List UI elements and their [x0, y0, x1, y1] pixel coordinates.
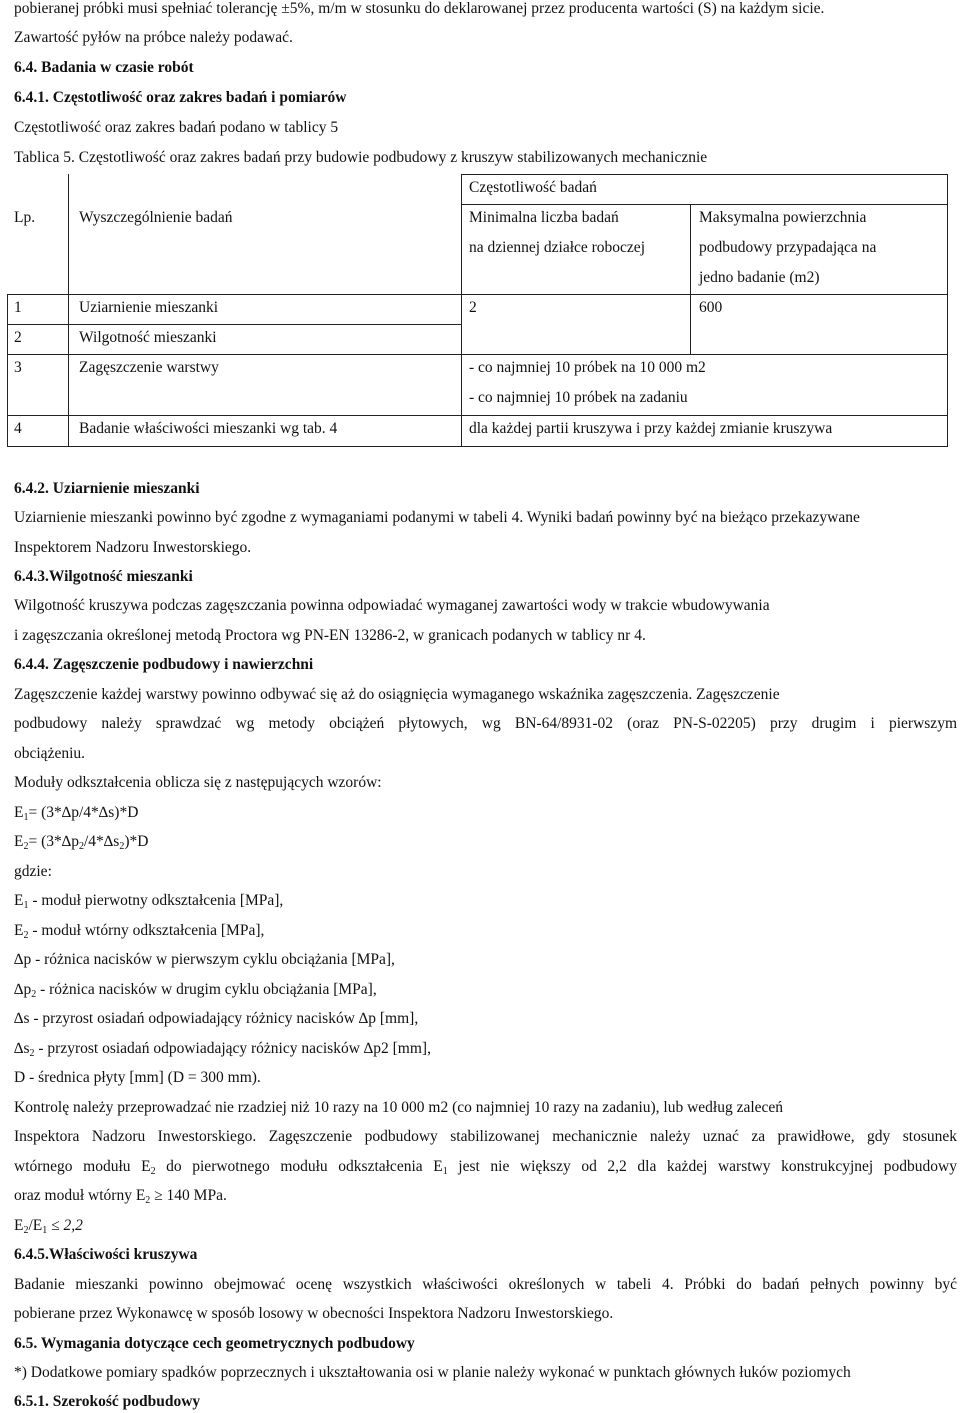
section-heading: 6.4.5.Właściwości kruszywa	[14, 1246, 198, 1263]
row-number: 2	[14, 329, 22, 346]
row-description: Wilgotność mieszanki	[79, 329, 217, 346]
row-description: Badanie właściwości mieszanki wg tab. 4	[79, 420, 338, 437]
text-line: Kontrolę należy przeprowadzać nie rzadziej niż 10 razy na 10 000 m2 (co najmniej 10 razy na zadaniu), lub według zaleceń	[14, 1099, 784, 1116]
text-line: podbudowy należy sprawdzać wg metody obciążeń płytowych, wg BN-64/8931-02 (oraz PN-S-02205) przy drugim i pierwszym	[14, 715, 957, 732]
definition-dp2: $\Delta p_2$ - różnica nacisków w drugim cyklu obciążania [MPa],	[14, 981, 377, 1000]
text-line: *) Dodatkowe pomiary spadków poprzecznych i ukształtowania osi w planie należy wykonać w punktach głównych łuków poziomych	[14, 1364, 851, 1381]
formula-e2: $E_2= (3*\Delta p_2/4*\Delta s_2)*D$	[14, 833, 149, 852]
section-heading: 6.5.1. Szerokość podbudowy	[14, 1393, 201, 1410]
text-line: obciążeniu.	[14, 745, 86, 762]
row-description: Zagęszczenie warstwy	[79, 359, 219, 376]
row-note: dla każdej partii kruszywa i przy każdej zmianie kruszywa	[469, 420, 833, 437]
row-note: - co najmniej 10 próbek na zadaniu	[469, 389, 688, 406]
text-line: Częstotliwość oraz zakres badań podano w tablicy 5	[14, 119, 339, 136]
row-max-value: 600	[699, 299, 723, 316]
text-line: Zawartość pyłów na próbce należy podawać.	[14, 29, 293, 46]
text-line: Uziarnienie mieszanki powinno być zgodne z wymaganiami podanymi w tabeli 4. Wyniki badań powinny być na bieżąco przekazywane	[14, 509, 860, 526]
text-line: Inspektorem Nadzoru Inwestorskiego.	[14, 539, 252, 556]
header-max-area: Maksymalna powierzchnia	[699, 209, 867, 226]
table-caption: Tablica 5. Częstotliwość oraz zakres badań przy budowie podbudowy z kruszyw stabilizowanych mechanicznie	[14, 149, 708, 166]
header-frequency: Częstotliwość badań	[469, 179, 597, 196]
definition-d: D - średnica płyty [mm] (D = 300 mm).	[14, 1069, 261, 1086]
row-number: 1	[14, 299, 22, 316]
definition-ds: ∆s - przyrost osiadań odpowiadający różnicy nacisków ∆p [mm],	[14, 1010, 419, 1027]
text-line: pobierane przez Wykonawcę w sposób losowy w obecności Inspektora Nadzoru Inwestorskiego.	[14, 1305, 614, 1322]
text-line: pobieranej próbki musi spełniać tolerancję ±5%, m/m w stosunku do deklarowanej przez producenta wartości (S) na każdym sicie.	[14, 0, 825, 17]
header-min-count: na dziennej działce roboczej	[469, 239, 645, 256]
row-note: - co najmniej 10 próbek na 10 000 m2	[469, 359, 706, 376]
header-description: Wyszczególnienie badań	[79, 209, 233, 226]
formula-e1: $E_1= (3*\Delta p/4*\Delta s)*D$	[14, 804, 139, 823]
definition-e1: $E_1$ - moduł pierwotny odkształcenia [MPa],	[14, 892, 284, 911]
section-heading: 6.4.4. Zagęszczenie podbudowy i nawierzchni	[14, 656, 314, 673]
header-max-area: jedno badanie (m2)	[699, 269, 820, 286]
text-line: gdzie:	[14, 863, 52, 880]
definition-ds2: $\Delta s_2$ - przyrost osiadań odpowiadający różnicy nacisków ∆p2 [mm],	[14, 1040, 431, 1059]
frequency-table	[7, 174, 948, 447]
header-lp: Lp.	[14, 209, 36, 226]
header-min-count: Minimalna liczba badań	[469, 209, 619, 226]
definition-e2: $E_2$ - moduł wtórny odkształcenia [MPa],	[14, 922, 265, 941]
section-heading: 6.4.1. Częstotliwość oraz zakres badań i pomiarów	[14, 89, 347, 106]
section-heading: 6.4.2. Uziarnienie mieszanki	[14, 480, 200, 497]
row-description: Uziarnienie mieszanki	[79, 299, 219, 316]
text-line: Moduły odkształcenia oblicza się z następujących wzorów:	[14, 774, 382, 791]
ratio-condition: $E_2/E_1 \le 2,2$	[14, 1217, 83, 1236]
text-line: Zagęszczenie każdej warstwy powinno odbywać się aż do osiągnięcia wymaganego wskaźnika zagęszczenia. Zagęszczenie	[14, 686, 780, 703]
row-number: 3	[14, 359, 22, 376]
definition-dp: ∆p - różnica nacisków w pierwszym cyklu obciążania [MPa],	[14, 951, 395, 968]
text-line: Badanie mieszanki powinno obejmować ocenę wszystkich właściwości określonych w tabeli 4. Próbki do badań pełnych powinny być	[14, 1276, 957, 1293]
section-heading: 6.4. Badania w czasie robót	[14, 59, 194, 76]
header-max-area: podbudowy przypadająca na	[699, 239, 877, 256]
row-number: 4	[14, 420, 22, 437]
text-line: Inspektora Nadzoru Inwestorskiego. Zagęszczenie podbudowy stabilizowanej mechanicznie należy uznać za prawidłowe, gdy stosunek	[14, 1128, 957, 1145]
section-heading: 6.4.3.Wilgotność mieszanki	[14, 568, 193, 585]
text-line: i zagęszczania określonej metodą Proctora wg PN-EN 13286-2, w granicach podanych w tablicy nr 4.	[14, 627, 646, 644]
text-line: oraz moduł wtórny $E_2 \ge 140$ MPa.	[14, 1187, 227, 1206]
text-line: wtórnego modułu $E_2$ do pierwotnego modułu odkształcenia $E_1$ jest nie większy od 2,2 dla każdej warstwy konstrukcyjnej podbudowy	[14, 1158, 957, 1177]
section-heading: 6.5. Wymagania dotyczące cech geometrycznych podbudowy	[14, 1335, 415, 1352]
text-line: Wilgotność kruszywa podczas zagęszczania powinna odpowiadać wymaganej zawartości wody w trakcie wbudowywania	[14, 597, 770, 614]
row-min-value: 2	[469, 299, 477, 316]
